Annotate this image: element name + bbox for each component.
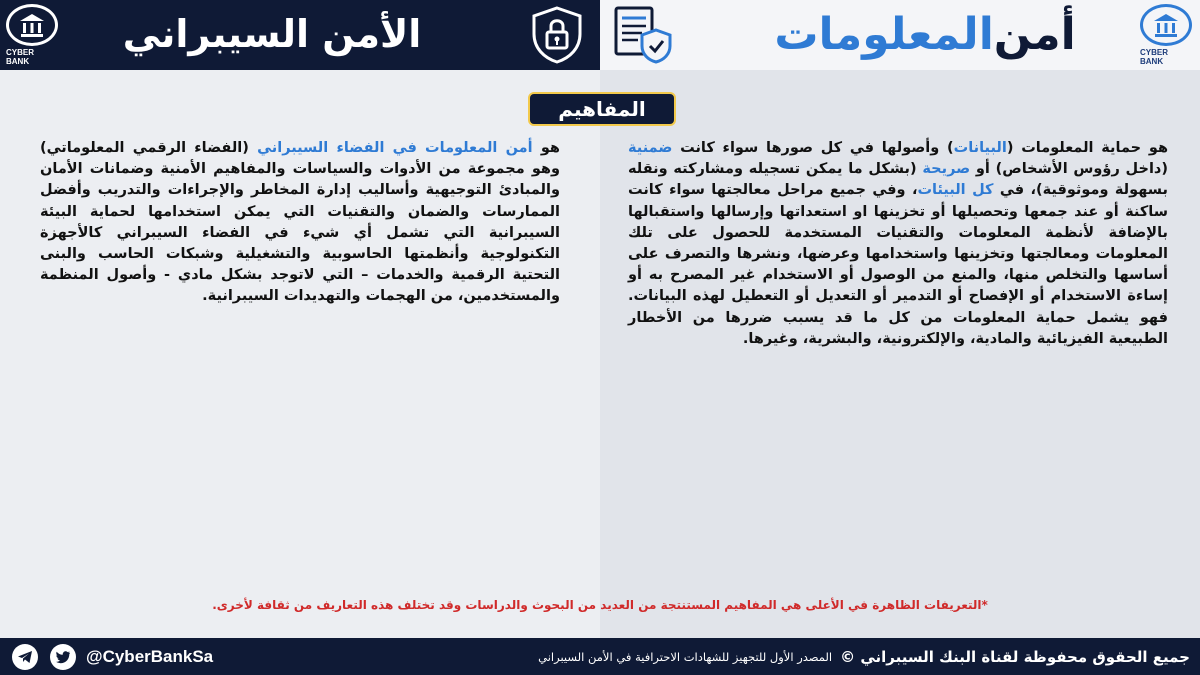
bank-logo-icon	[1152, 11, 1180, 39]
highlight-implicit: ضمنية	[628, 140, 673, 156]
highlight-infosec-cyberspace: أمن المعلومات في الفضاء السيبراني	[257, 140, 533, 156]
copyright-text: جميع الحقوق محفوظة لقناة البنك السيبراني ©	[840, 647, 1190, 666]
cyber-bank-logo-right	[1140, 4, 1192, 66]
highlight-data: البيانات	[953, 140, 1007, 156]
bank-logo-icon	[18, 11, 46, 39]
footer-text	[538, 638, 1190, 675]
highlight-explicit: صريحة	[922, 161, 971, 178]
twitter-icon	[55, 649, 71, 665]
tagline-text: المصدر الأول للتجهيز للشهادات الاحترافية في الأمن السيبراني	[538, 649, 833, 664]
footer-bar	[0, 638, 1200, 675]
cyber-bank-logo-left	[6, 4, 58, 66]
definition-text: هو حماية المعلومات (	[1006, 140, 1169, 156]
information-security-definition	[628, 138, 1168, 350]
title-accent: المعلومات	[774, 8, 994, 60]
footnote: *التعريفات الظاهرة في الأعلى هي المفاهيم المستنتجة من العديد من البحوث والدراسات وقد تختلف هذه التعاريف من ثقافة لأخرى.	[212, 598, 988, 612]
logo-caption: CYBER BANK	[6, 48, 35, 66]
cybersecurity-title: الأمن السيبراني	[122, 12, 422, 56]
document-shield-icon	[612, 4, 676, 66]
title-main: أمن	[993, 8, 1076, 60]
definition-text: ، وفي جميع مراحل معالجتها سواء كانت ساكنة أو عند جمعها وتحصيلها أو تخزينها او استعداتها وإرسالها واستقبالها بالإضافة لأنظمة المعلومات والتقنيات المستخدمة للحصول على تلك المعلومات ومعالجتها وتخزينها واستخدامها وعرضها، ونشرها والتصرف على أساسها والتخلص منها، والمنع من الوصول أو الاستخدام غير المصرح به أو إساءة الاستخدام أو الإفصاح أو التدمير أو التعديل أو التعطيل لهذه البيانات. فهو يشمل حماية المعلومات من كل ما قد يسبب ضررها من الأخطار الطبيعية الفيزيائية والمادية، والإلكترونية، والبشرية، وغيرها.	[628, 182, 1168, 347]
telegram-icon	[17, 649, 33, 665]
social-handle[interactable]: @CyberBankSa	[86, 646, 214, 666]
padlock-shield-icon	[526, 4, 588, 66]
definition-text: هو	[532, 140, 560, 156]
definition-text: (بشكل ما يمكن تسجيله ومشاركته ونقله بسهولة وموثوقية)، في	[628, 161, 1168, 199]
information-security-title	[760, 4, 1090, 64]
definition-text: ) وأصولها في كل صورها سواء كانت	[672, 140, 954, 156]
definition-text: (داخل رؤوس الأشخاص) أو	[970, 161, 1168, 178]
twitter-link[interactable]	[50, 644, 76, 670]
social-links	[0, 638, 240, 675]
concepts-badge: المفاهيم	[528, 92, 676, 126]
highlight-all-environments: كل البيئات	[917, 182, 994, 199]
definition-text: (الفضاء الرقمي المعلوماتي) وهو مجموعة من الأدوات والسياسات والمفاهيم الأمنية وضمانات الأمان والمبادئ التوجيهية وأساليب إدارة المخاطر والإجراءات والتدريب وأفضل الممارسات والضمان والتقنيات التي يمكن استخدامها لحماية البيئة السيبرانية التي تشمل أي شيء في الفضاء السيبراني كالأجهزة التكنولوجية وأنظمتها الحاسوبية والتشغيلية وشبكات الحاسب والبنى التحتية الرقمية والخدمات – التي لاتوجد بشكل مادي - وأصول المنظمة والمستخدمين، من الهجمات والتهديدات السيبرانية.	[40, 140, 560, 305]
logo-caption: CYBER BANK	[1140, 48, 1169, 66]
telegram-link[interactable]	[12, 644, 38, 670]
cybersecurity-definition	[40, 138, 560, 308]
